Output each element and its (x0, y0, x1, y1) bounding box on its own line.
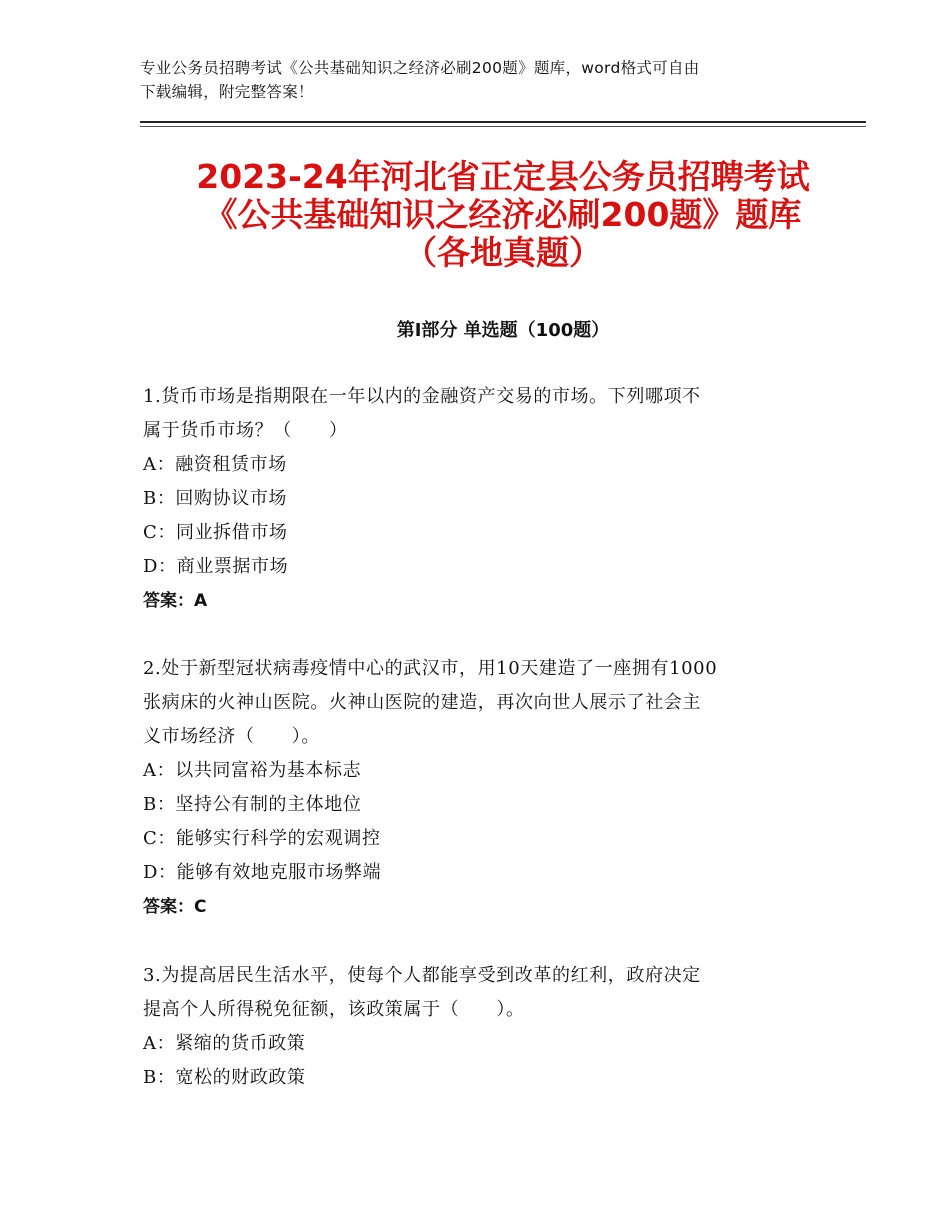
header-note-line-2: 下载编辑，附完整答案！ (140, 83, 314, 101)
question-2-line-2: 张病床的火神山医院。火神山医院的建造，再次向世人展示了社会主 (143, 692, 701, 713)
title-line-1: 2023-24年河北省正定县公务员招聘考试 (196, 157, 810, 196)
question-2-option-c: C：能够实行科学的宏观调控 (143, 828, 381, 849)
question-2 (143, 652, 823, 924)
question-2-line-1: 2.处于新型冠状病毒疫情中心的武汉市，用10天建造了一座拥有1000 (143, 658, 718, 679)
question-1-line-1: 1.货币市场是指期限在一年以内的金融资产交易的市场。下列哪项不 (143, 386, 701, 407)
header-divider-thick (140, 121, 866, 123)
title-line-2: 《公共基础知识之经济必刷200题》题库 (204, 195, 802, 234)
question-1-answer: 答案：A (143, 591, 208, 611)
question-2-line-3: 义市场经济（ ）。 (143, 726, 320, 747)
question-2-option-d: D：能够有效地克服市场弊端 (143, 862, 382, 883)
question-3-line-2: 提高个人所得税免征额，该政策属于（ ）。 (143, 999, 525, 1020)
section-heading: 第Ⅰ部分 单选题（100题） (396, 320, 610, 341)
header-note-line-1: 专业公务员招聘考试《公共基础知识之经济必刷200题》题库，word格式可自由 (140, 59, 700, 77)
document-title (140, 158, 866, 272)
question-3-option-b: B：宽松的财政政策 (143, 1067, 306, 1088)
question-2-option-a: A：以共同富裕为基本标志 (143, 760, 362, 781)
header-divider-thin (140, 126, 866, 127)
question-3-option-a: A：紧缩的货币政策 (143, 1033, 306, 1054)
question-1-option-b: B：回购协议市场 (143, 488, 288, 509)
question-1-line-2: 属于货币市场？（ ） (143, 420, 348, 441)
question-1 (143, 380, 823, 618)
question-3-line-1: 3.为提高居民生活水平，使每个人都能享受到改革的红利，政府决定 (143, 965, 701, 986)
question-2-answer: 答案：C (143, 897, 207, 917)
question-1-option-a: A：融资租赁市场 (143, 454, 287, 475)
question-2-option-b: B：坚持公有制的主体地位 (143, 794, 362, 815)
question-1-option-c: C：同业拆借市场 (143, 522, 288, 543)
header-note (140, 56, 820, 104)
question-1-option-d: D：商业票据市场 (143, 556, 289, 577)
title-line-3: （各地真题） (404, 233, 602, 272)
question-3 (143, 959, 823, 1095)
